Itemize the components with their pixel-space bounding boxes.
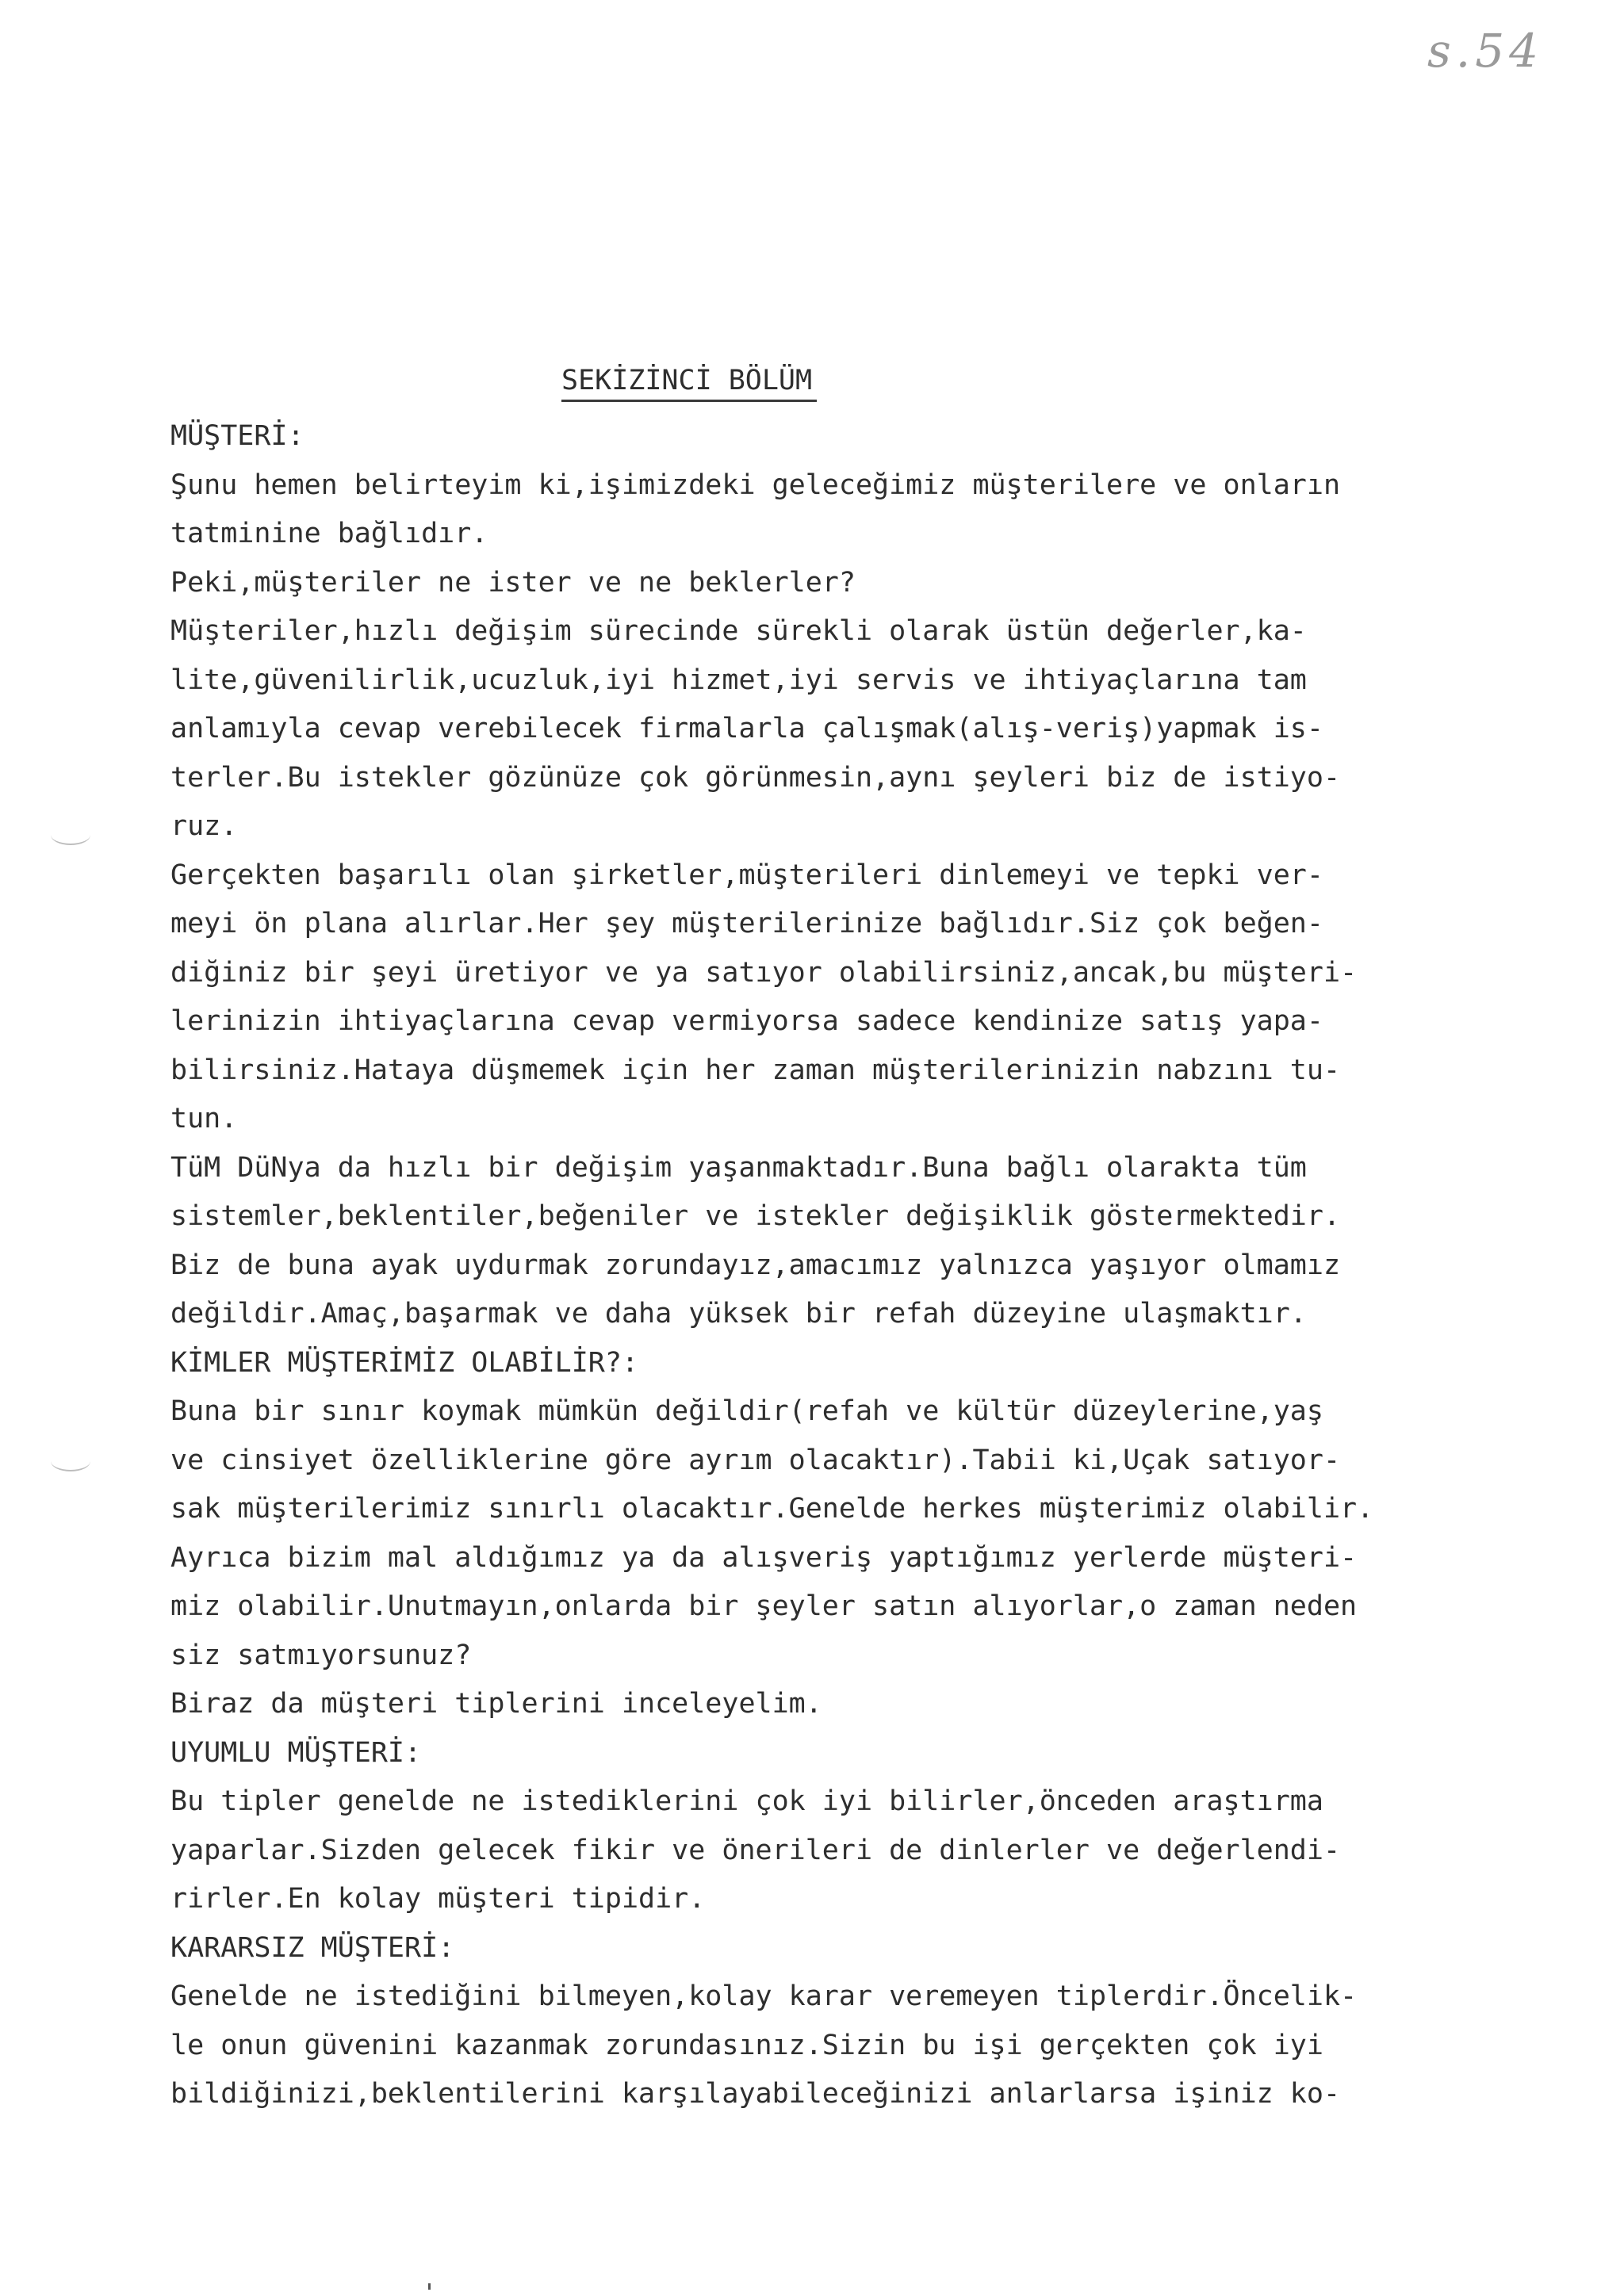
- text-line: Genelde ne istediğini bilmeyen,kolay karar veremeyen tiplerdir.Öncelik-: [170, 1980, 1358, 2012]
- text-line: diğiniz bir şeyi üretiyor ve ya satıyor olabilirsiniz,ancak,bu müşteri-: [170, 956, 1358, 989]
- text-line: Biraz da müşteri tiplerini inceleyelim.: [170, 1688, 822, 1720]
- text-line: ruz.: [170, 810, 238, 842]
- text-line: Ayrıca bizim mal aldığımız ya da alışveriş yaptığımız yerlerde müşteri-: [170, 1541, 1358, 1574]
- text-line: KARARSIZ MÜŞTERİ:: [170, 1931, 455, 1964]
- text-line: Peki,müşteriler ne ister ve ne beklerler?: [170, 566, 856, 599]
- binding-hole-mark: [51, 1451, 90, 1471]
- text-line: anlamıyla cevap verebilecek firmalarla çalışmak(alış-veriş)yapmak is-: [170, 713, 1323, 744]
- text-line: sak müşterilerimiz sınırlı olacaktır.Genelde herkes müşterimiz olabilir.: [170, 1493, 1374, 1525]
- text-line: MÜŞTERİ:: [170, 420, 304, 452]
- text-line: bilirsiniz.Hataya düşmemek için her zaman müşterilerinizin nabzını tu-: [170, 1054, 1341, 1086]
- text-line: miz olabilir.Unutmayın,onlarda bir şeyler satın alıyorlar,o zaman neden: [170, 1590, 1358, 1622]
- text-line: Bu tipler genelde ne istediklerini çok iyi bilirler,önceden araştırma: [170, 1785, 1323, 1817]
- text-line: Gerçekten başarılı olan şirketler,müşterileri dinlemeyi ve tepki ver-: [170, 859, 1323, 891]
- text-line: sistemler,beklentiler,beğeniler ve istekler değişiklik göstermektedir.: [170, 1200, 1341, 1232]
- text-line: lerinizin ihtiyaçlarına cevap vermiyorsa sadece kendinize satış yapa-: [170, 1005, 1323, 1037]
- text-line: rirler.En kolay müşteri tipidir.: [170, 1883, 706, 1915]
- text-line: ve cinsiyet özelliklerine göre ayrım olacaktır).Tabii ki,Uçak satıyor-: [170, 1444, 1341, 1476]
- text-line: tun.: [170, 1103, 238, 1135]
- scan-speck: [428, 2283, 431, 2290]
- text-line: TüM DüNya da hızlı bir değişim yaşanmaktadır.Buna bağlı olarakta tüm: [170, 1151, 1307, 1184]
- body-text: [170, 412, 1590, 2119]
- binding-hole-mark: [51, 825, 90, 845]
- text-line: bildiğinizi,beklentilerini karşılayabileceğinizi anlarlarsa işiniz ko-: [170, 2078, 1341, 2110]
- text-line: KİMLER MÜŞTERİMİZ OLABİLİR?:: [170, 1346, 639, 1379]
- text-line: Şunu hemen belirteyim ki,işimizdeki geleceğimiz müşterilere ve onların: [170, 469, 1341, 501]
- text-line: lite,güvenilirlik,ucuzluk,iyi hizmet,iyi servis ve ihtiyaçlarına tam: [170, 664, 1307, 696]
- text-line: değildir.Amaç,başarmak ve daha yüksek bir refah düzeyine ulaşmaktır.: [170, 1298, 1307, 1330]
- text-line: terler.Bu istekler gözünüze çok görünmesin,aynı şeyleri biz de istiyo-: [170, 761, 1341, 794]
- chapter-title: SEKİZİNCİ BÖLÜM: [561, 362, 817, 402]
- handwritten-page-number: s.54: [1427, 24, 1544, 78]
- text-line: Buna bir sınır koymak mümkün değildir(refah ve kültür düzeylerine,yaş: [170, 1395, 1323, 1427]
- text-line: siz satmıyorsunuz?: [170, 1639, 472, 1671]
- text-line: le onun güvenini kazanmak zorundasınız.Sizin bu işi gerçekten çok iyi: [170, 2029, 1323, 2061]
- text-line: meyi ön plana alırlar.Her şey müşterilerinize bağlıdır.Siz çok beğen-: [170, 908, 1323, 939]
- text-line: tatminine bağlıdır.: [170, 518, 488, 549]
- text-line: Biz de buna ayak uydurmak zorundayız,amacımız yalnızca yaşıyor olmamız: [170, 1249, 1341, 1281]
- text-line: UYUMLU MÜŞTERİ:: [170, 1736, 422, 1769]
- text-line: yaparlar.Sizden gelecek fikir ve önerileri de dinlerler ve değerlendi-: [170, 1834, 1341, 1866]
- text-line: Müşteriler,hızlı değişim sürecinde sürekli olarak üstün değerler,ka-: [170, 615, 1307, 647]
